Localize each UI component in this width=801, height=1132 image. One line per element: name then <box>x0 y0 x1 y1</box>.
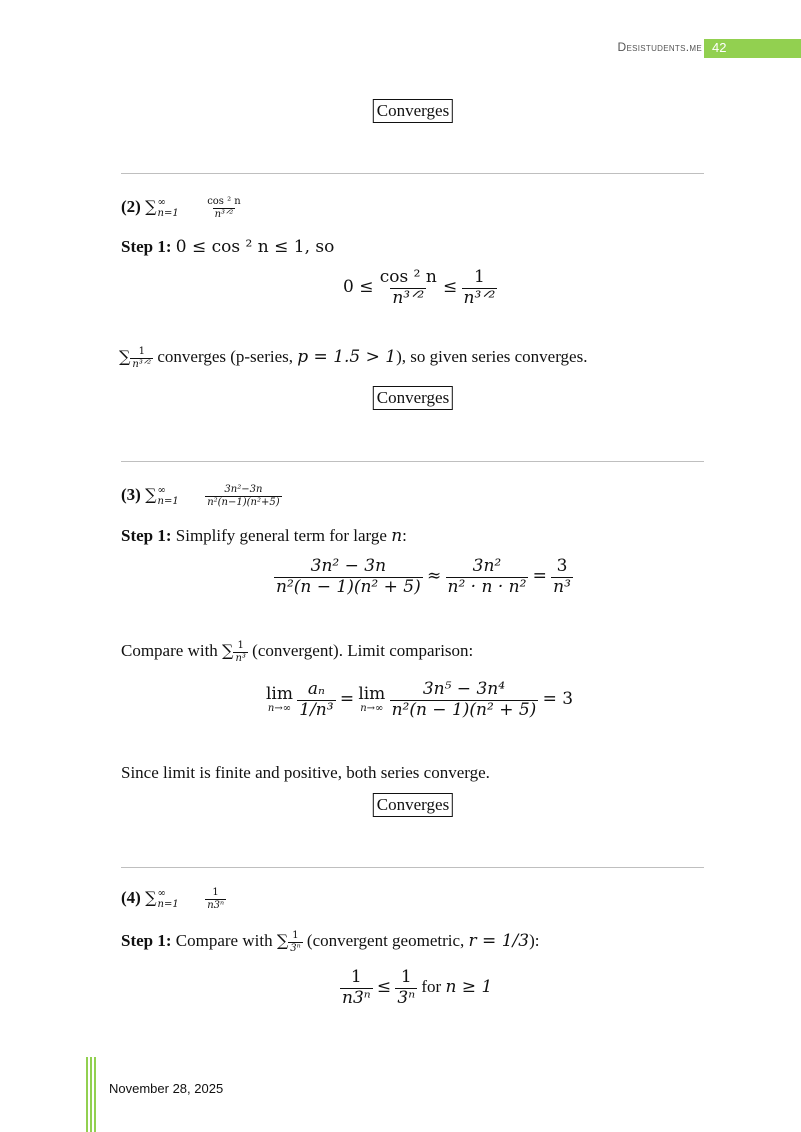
problem-2-heading <box>121 196 243 220</box>
problem-3-simplification: $\frac{\text{3n² − 3n}}{\text{n²(n − 1)(n² + 5)}}$ ≈ $\frac{\text{3n²}}{\text{n² · n · n²}}$ = $\frac{3}{\text{n³}}$ <box>276 556 571 597</box>
divider-2 <box>121 461 704 462</box>
problem-2-inequality: 0 ≤ $\frac{\text{cos ² n}}{\text{n³ᐟ²}}$ ≤ $\frac{1}{\text{n³ᐟ²}}$ <box>343 267 496 308</box>
sum-limits: ∞ n=1 <box>157 197 179 220</box>
page-number: 42 <box>712 40 727 55</box>
divider-1 <box>121 173 704 174</box>
step1-text: 0 ≤ cos ² n ≤ 1, so <box>175 237 335 257</box>
footer-date: November 28, 2025 <box>109 1081 224 1096</box>
answer-box-1: Converges <box>373 99 453 123</box>
problem-4-inequality: $\frac{1}{\text{n3ⁿ}}$ ≤ $\frac{1}{\text{3ⁿ}}$ for n ≥ 1 <box>342 967 493 1008</box>
problem-3-limit: lim n→∞ $\frac{\text{aₙ}}{\text{1/n³}}$ = lim n→∞ $\frac{\text{3n⁵ − 3n⁴}}{\text{n²(n − 1)(n² + 5)}}$ = 3 <box>266 679 574 720</box>
problem-2-label: (2) <box>121 197 141 216</box>
problem-3-since: Since limit is finite and positive, both series converge. <box>121 763 490 782</box>
problem-2-conclusion: ∑ $\frac{1}{\text{n³ᐟ²}}$ converges (p-series, p = 1.5 > 1), so given series converges. <box>119 346 588 370</box>
problem-4-step1: Step 1: Compare with ∑ $\frac{1}{\text{3ⁿ}}$ (convergent geometric, r = 1/3): <box>121 930 540 954</box>
site-name: Desistudents.me <box>617 40 702 54</box>
footer-accent-bars <box>86 1057 96 1132</box>
problem-2-step1: Step 1: 0 ≤ cos ² n ≤ 1, so <box>121 237 335 257</box>
problem-4-term: $\frac{1}{\text{n3ⁿ}}$ <box>207 887 225 911</box>
problem-3-term: $\frac{\text{3n²−3n}}{\text{n²(n−1)(n²+5)}}$ <box>207 484 280 508</box>
problem-3-step1: Step 1: Simplify general term for large n: <box>121 526 407 546</box>
answer-box-3: Converges <box>373 793 453 817</box>
problem-4-heading: (4) ∑ ∞ n=1 $\frac{1}{\text{n3ⁿ}}$ <box>121 887 225 911</box>
problem-2-term: $\frac{\text{cos ² n}}{\text{n³ᐟ²}}$ <box>207 196 241 220</box>
answer-box-2: Converges <box>373 386 453 410</box>
sum-symbol: ∑ <box>145 197 157 216</box>
problem-3-heading: (3) ∑ ∞ n=1 $\frac{\text{3n²−3n}}{\text{n²(n−1)(n²+5)}}$ <box>121 484 280 508</box>
problem-3-compare: Compare with ∑ $\frac{1}{\text{n³}}$ (convergent). Limit comparison: <box>121 640 474 664</box>
divider-3 <box>121 867 704 868</box>
